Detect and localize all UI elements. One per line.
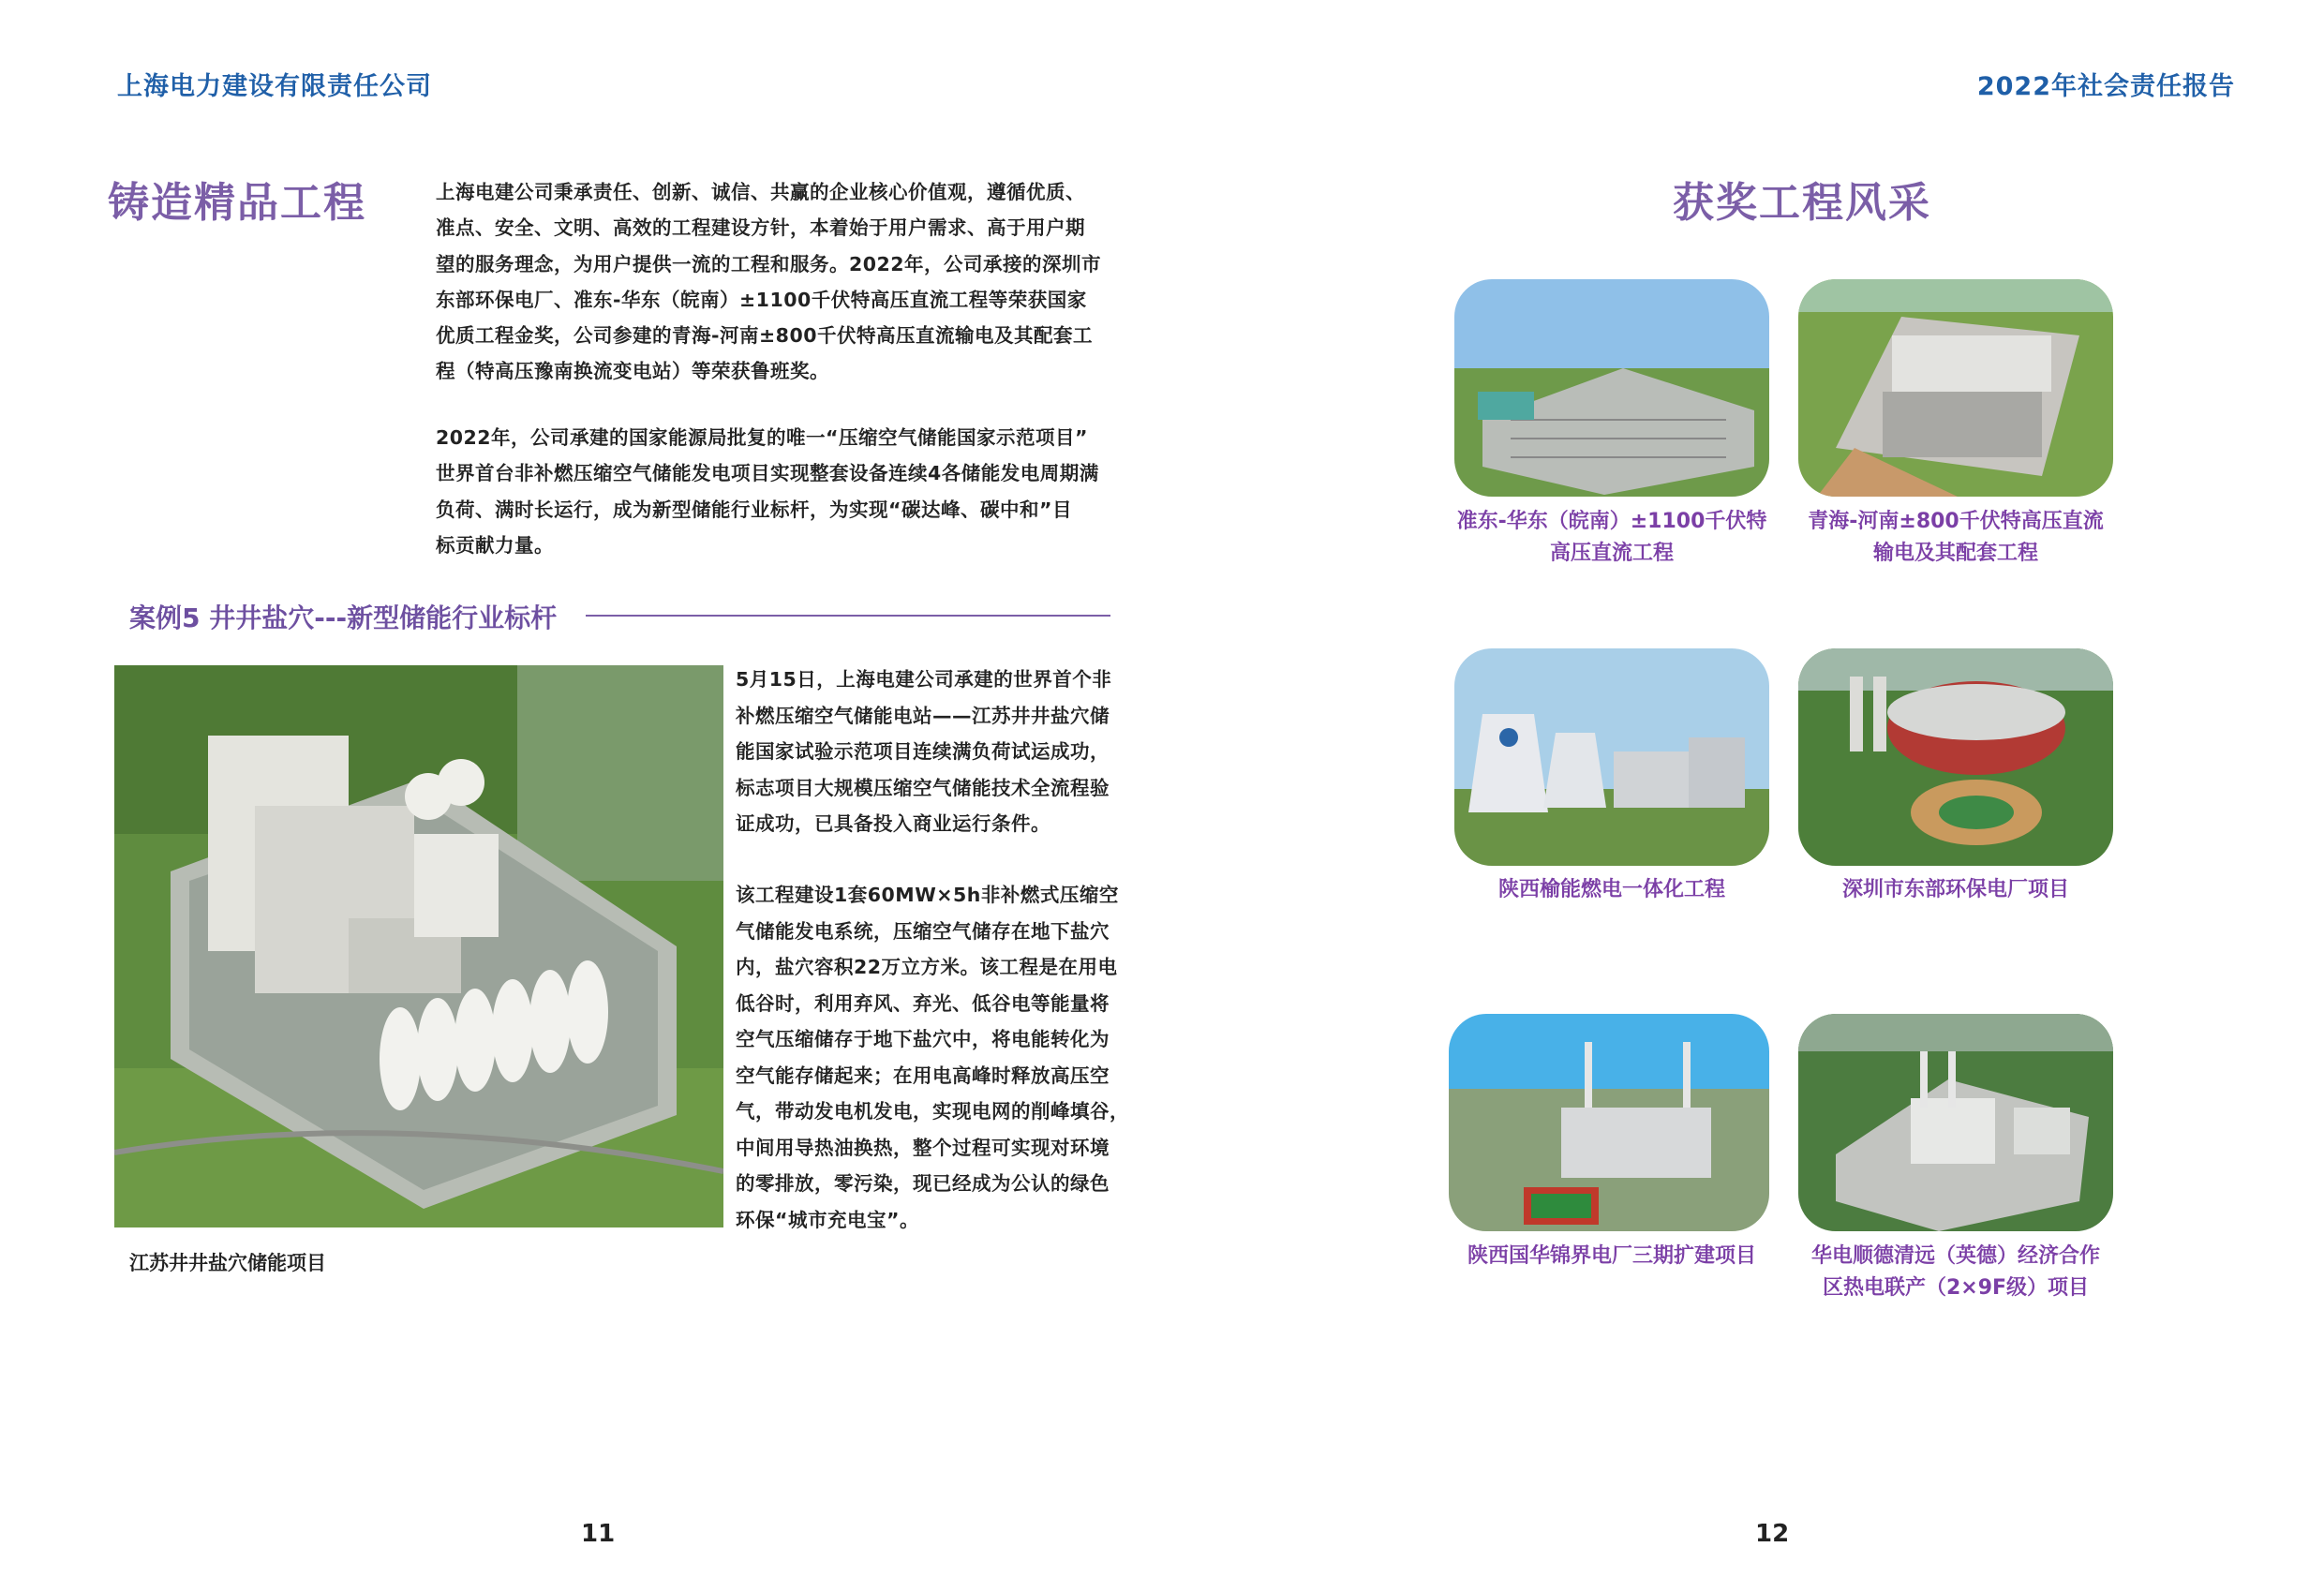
case-paragraph-1: 5月15日，上海电建公司承建的世界首个非 补燃压缩空气储能电站——江苏井井盐穴储 能国家试验示范项目连续满负荷试运成功， 标志项目大规模压缩空气储能技术全流程验 证成功，已具备投入商业运行条件。 xyxy=(736,668,1112,835)
project-photo-yuneng xyxy=(1454,648,1769,866)
project-caption-3: 陕西榆能燃电一体化工程 xyxy=(1497,878,1725,901)
project-photo-qinghai xyxy=(1798,279,2113,497)
project-caption-5: 陕西国华锦界电厂三期扩建项目 xyxy=(1467,1244,1756,1268)
project-photo-shenzhen xyxy=(1798,648,2113,866)
project-caption-6: 华电顺德清远（英德）经济合作 区热电联产（2×9F级）项目 xyxy=(1810,1244,2100,1300)
section-title-right: 获奖工程风采 xyxy=(1673,179,1931,227)
project-photo-jinjie xyxy=(1449,1014,1769,1231)
project-caption-2: 青海-河南±800千伏特高压直流 输电及其配套工程 xyxy=(1808,510,2104,565)
project-photo-zhundong xyxy=(1454,279,1769,497)
case-title: 案例5 井井盐穴---新型储能行业标杆 xyxy=(129,603,558,633)
report-title-header: 2022年社会责任报告 xyxy=(1976,72,2235,101)
intro-paragraph-1: 上海电建公司秉承责任、创新、诚信、共赢的企业核心价值观，遵循优质、 准点、安全、文明、高效的工程建设方针，本着始于用户需求、高于用户期 望的服务理念，为用户提供一流的工程和服务。2022年，公司承接的深圳市 东部环保电厂、准东-华东（皖南）±1100千伏特高压直流工程等荣获国家 优质工程金奖，公司参建的青海-河南±800千伏特高压直流输电及其配套工 程（特高压豫南换流变电站）等荣获鲁班奖。 xyxy=(436,181,1102,383)
photo-caption: 江苏井井盐穴储能项目 xyxy=(129,1252,326,1274)
project-caption-1: 准东-华东（皖南）±1100千伏特 高压直流工程 xyxy=(1456,510,1767,565)
intro-paragraph-2: 2022年，公司承建的国家能源局批复的唯一“压缩空气储能国家示范项目” 世界首台非补燃压缩空气储能发电项目实现整套设备连续4各储能发电周期满 负荷、满时长运行，成为新型储能行业标杆，为实现“碳达峰、碳中和”目 标贡献力量。 xyxy=(436,426,1099,557)
case-paragraph-2: 该工程建设1套60MW×5h非补燃式压缩空 气储能发电系统，压缩空气储存在地下盐穴 内，盐穴容积22万立方米。该工程是在用电 低谷时，利用弃风、弃光、低谷电等能量将 空气压缩储存于地下盐穴中，将电能转化为 空气能存储起来；在用电高峰时释放高压空 气，带动发电机发电，实现电网的削峰填谷， 中间用导热油换热，整个过程可实现对环境 的零排放，零污染，现已经成为公认的绿色 环保“城市充电宝”。 xyxy=(736,884,1129,1231)
project-caption-4: 深圳市东部环保电厂项目 xyxy=(1841,878,2069,901)
section-title-left: 铸造精品工程 xyxy=(108,179,366,227)
case-title-rule xyxy=(586,615,1110,617)
project-photo-jiangsu xyxy=(114,665,723,1227)
company-header: 上海电力建设有限责任公司 xyxy=(117,72,432,101)
page-number-right: 12 xyxy=(1755,1520,1790,1548)
project-photo-huadian xyxy=(1798,1014,2113,1231)
page-number-left: 11 xyxy=(581,1520,616,1548)
